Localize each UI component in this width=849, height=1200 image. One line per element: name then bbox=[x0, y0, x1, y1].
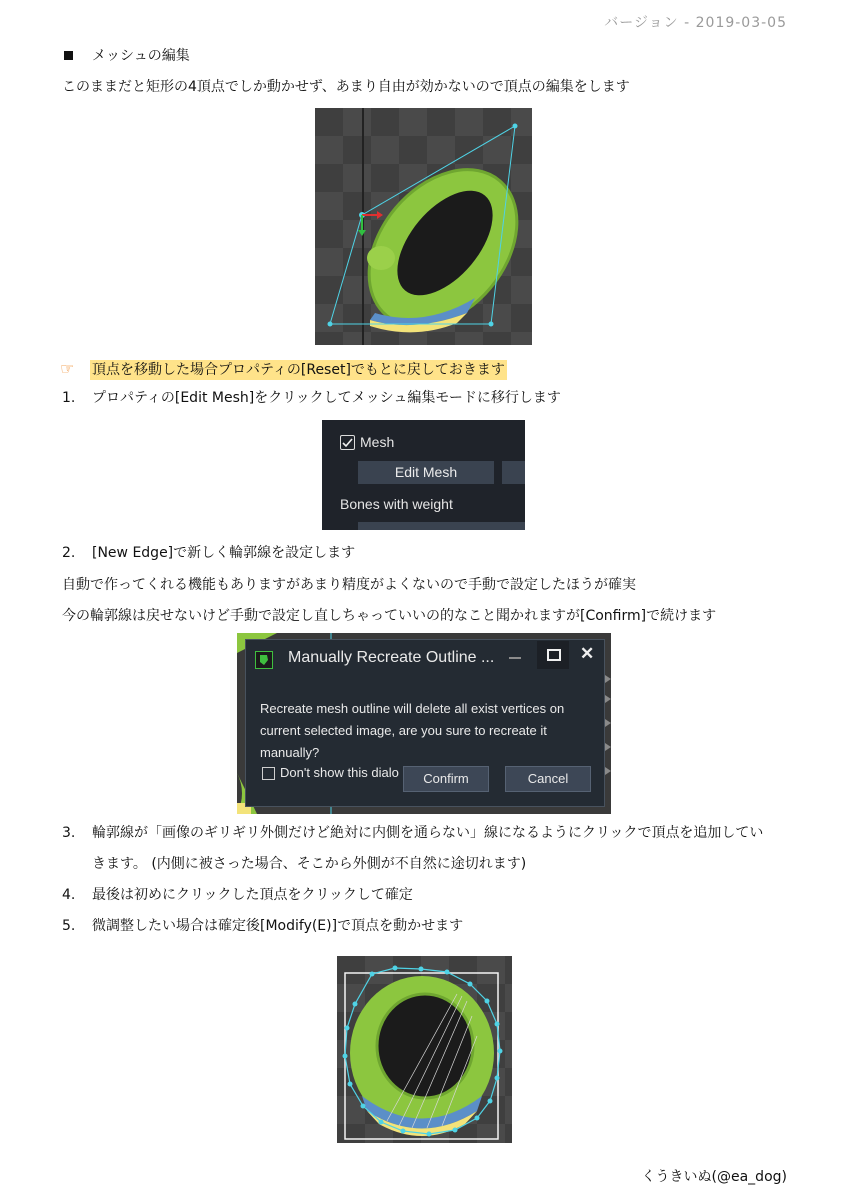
ring-quad-image bbox=[315, 108, 532, 345]
close-icon[interactable]: ✕ bbox=[580, 644, 595, 663]
version-label: バージョン - 2019-03-05 bbox=[604, 15, 787, 31]
confirm-dialog bbox=[245, 639, 605, 807]
reset-note: 頂点を移動した場合プロパティの[Reset]でもとに戻しておきます bbox=[92, 362, 505, 378]
app-icon bbox=[255, 651, 273, 669]
step-number: 5. bbox=[62, 918, 76, 934]
ring-quad-svg bbox=[315, 108, 532, 345]
minimize-icon[interactable] bbox=[509, 657, 521, 659]
dialog-title: Manually Recreate Outline ... bbox=[288, 649, 495, 666]
ring-outline-svg bbox=[337, 956, 512, 1143]
cancel-button[interactable]: Cancel bbox=[505, 766, 591, 792]
pointing-hand-icon: ☞ bbox=[60, 359, 75, 378]
dont-show-checkbox[interactable] bbox=[262, 767, 275, 780]
maximize-icon bbox=[547, 649, 561, 661]
step-text: 輪郭線が「画像のギリギリ外側だけど絶対に内側を通らない」線になるようにクリックで頂点を追加してい bbox=[92, 825, 764, 841]
mesh-properties-panel bbox=[322, 420, 525, 530]
panel-cutoff-button[interactable] bbox=[358, 522, 525, 530]
step-number: 4. bbox=[62, 887, 76, 903]
author-credit: くうきいぬ(@ea_dog) bbox=[641, 1169, 787, 1185]
step-text-continued: きます。 (内側に被さった場合、そこから外側が不自然に途切れます) bbox=[92, 856, 527, 872]
step-text: 微調整したい場合は確定後[Modify(E)]で頂点を動かせます bbox=[92, 918, 464, 934]
maximize-button[interactable] bbox=[537, 641, 569, 669]
confirm-button[interactable]: Confirm bbox=[403, 766, 489, 792]
step-number: 3. bbox=[62, 825, 76, 841]
check-icon bbox=[341, 436, 354, 449]
step-number: 2. bbox=[62, 545, 76, 561]
dialog-message: Recreate mesh outline will delete all exist vertices on current selected image, are you sure to recreate it manually? bbox=[260, 701, 565, 760]
bones-weight-label: Bones with weight bbox=[340, 496, 453, 512]
mesh-checkbox-label: Mesh bbox=[360, 434, 395, 450]
step-text: 最後は初めにクリックした頂点をクリックして確定 bbox=[92, 887, 413, 903]
ring-outline-image bbox=[337, 956, 512, 1143]
section-title: メッシュの編集 bbox=[92, 48, 190, 64]
step2-detail: 自動で作ってくれる機能もありますがあまり精度がよくないので手動で設定したほうが確実 bbox=[62, 577, 636, 593]
intro-text: このままだと矩形の4頂点でしか動かせず、あまり自由が効かないので頂点の編集をします bbox=[62, 79, 630, 95]
section-bullet bbox=[64, 51, 73, 60]
dont-show-label: Don't show this dialo bbox=[280, 765, 399, 780]
step2-detail: 今の輪郭線は戻せないけど手動で設定し直しちゃっていいの的なこと聞かれますが[Confirm]で続けます bbox=[62, 608, 717, 624]
step-text: [New Edge]で新しく輪郭線を設定します bbox=[92, 545, 356, 561]
panel-side-button[interactable] bbox=[502, 461, 525, 484]
edit-mesh-button[interactable]: Edit Mesh bbox=[358, 461, 494, 484]
step-text: プロパティの[Edit Mesh]をクリックしてメッシュ編集モードに移行します bbox=[92, 390, 561, 406]
mesh-checkbox[interactable] bbox=[340, 435, 355, 450]
step-number: 1. bbox=[62, 390, 76, 406]
recreate-outline-screenshot bbox=[237, 633, 611, 814]
